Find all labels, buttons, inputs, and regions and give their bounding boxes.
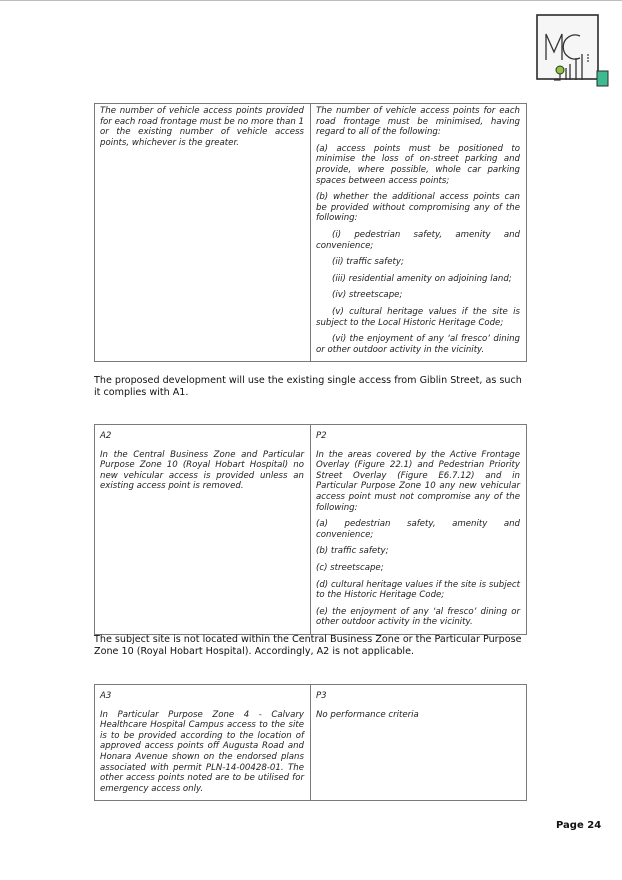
label-a3: A3 — [100, 691, 112, 701]
assessment-a2: The subject site is not located within the Central Business Zone or the Particular Purpose Zone 10 (Royal Hobart Hospital). Accordingly, A2 is not applicable. — [94, 634, 522, 658]
acceptable-solution-a3: A3 In Particular Purpose Zone 4 - Calvary Healthcare Hospital Campus access to the site is to be provided according to the location of approved access points off Augusta Road and Honara Avenue shown on the endorsed plans associated with permit PLN-14-00428-01. The other access points noted are to be utilised for emergency access only. — [95, 685, 311, 801]
acceptable-solution-a2: A2 In the Central Business Zone and Particular Purpose Zone 10 (Royal Hobart Hospital) no new vehicular access is provided unless an existing access point is removed. — [95, 425, 311, 635]
criteria-table-3 — [94, 684, 527, 801]
list-item: (b) traffic safety; — [316, 546, 389, 557]
top-rule — [0, 0, 622, 1]
mc-logo-icon — [536, 14, 611, 87]
list-item: (e) the enjoyment of any ‘al fresco’ dining or other outdoor activity in the vicinity. — [316, 606, 520, 628]
label-a2: A2 — [100, 431, 112, 441]
list-item: (iv) streetscape; — [332, 290, 403, 301]
list-item: (vi) the enjoyment of any ‘al fresco’ dining or other outdoor activity in the vicinity. — [316, 334, 520, 355]
list-item: (iii) residential amenity on adjoining land; — [332, 273, 512, 284]
list-item: (ii) traffic safety; — [332, 257, 404, 268]
list-item: (v) cultural heritage values if the site is subject to the Local Historic Heritage Code; — [316, 306, 520, 328]
list-item: (c) streetscape; — [316, 562, 384, 573]
list-item: (i) pedestrian safety, amenity and convenience; — [316, 229, 520, 251]
list-item: (a) pedestrian safety, amenity and convenience; — [316, 519, 520, 540]
performance-criteria-p2: P2 In the areas covered by the Active Frontage Overlay (Figure 22.1) and Pedestrian Priority Street Overlay (Figure E6.7.12) and in Particular Purpose Zone 10 any new vehicular access point must not compromise any of the following: (a) pedestrian safety, amenity and convenience; (b) traffic safety; (c) streetscape; (d) cultural heritage values if the site is subject to the Historic Heritage Code; (e) the enjoyment of any ‘al fresco’ dining or other outdoor activity in the vicinity. — [311, 425, 527, 635]
label-p2: P2 — [316, 431, 327, 441]
acceptable-solution-a1: The number of vehicle access points provided for each road frontage must be no more than 1 or the existing number of vehicle access points, whichever is the greater. — [95, 104, 311, 362]
performance-criteria-p1: The number of vehicle access points for each road frontage must be minimised, having regard to all of the following: (a) access points must be positioned to minimise the loss of on-street parking and provide, where possible, whole car parking spaces between access points; (b) whether the additional access points can be provided without compromising any of the following: (i) pedestrian safety, amenity and convenience; (ii) traffic safety; (iii) residential amenity on adjoining land; (iv) streetscape; (v) cultural heritage values if the site is subject to the Local Historic Heritage Code; (vi) the enjoyment of any ‘al fresco’ dining or other outdoor activity in the vicinity. — [311, 104, 527, 362]
criteria-table-1 — [94, 103, 527, 362]
list-item: (d) cultural heritage values if the site is subject to the Historic Heritage Code; — [316, 579, 520, 601]
criteria-table-2 — [94, 424, 527, 635]
assessment-a1: The proposed development will use the existing single access from Giblin Street, as such it complies with A1. — [94, 375, 522, 399]
label-p3: P3 — [316, 691, 327, 701]
page-number: Page 24 — [556, 820, 602, 831]
performance-criteria-p3: P3 No performance criteria — [311, 685, 527, 801]
